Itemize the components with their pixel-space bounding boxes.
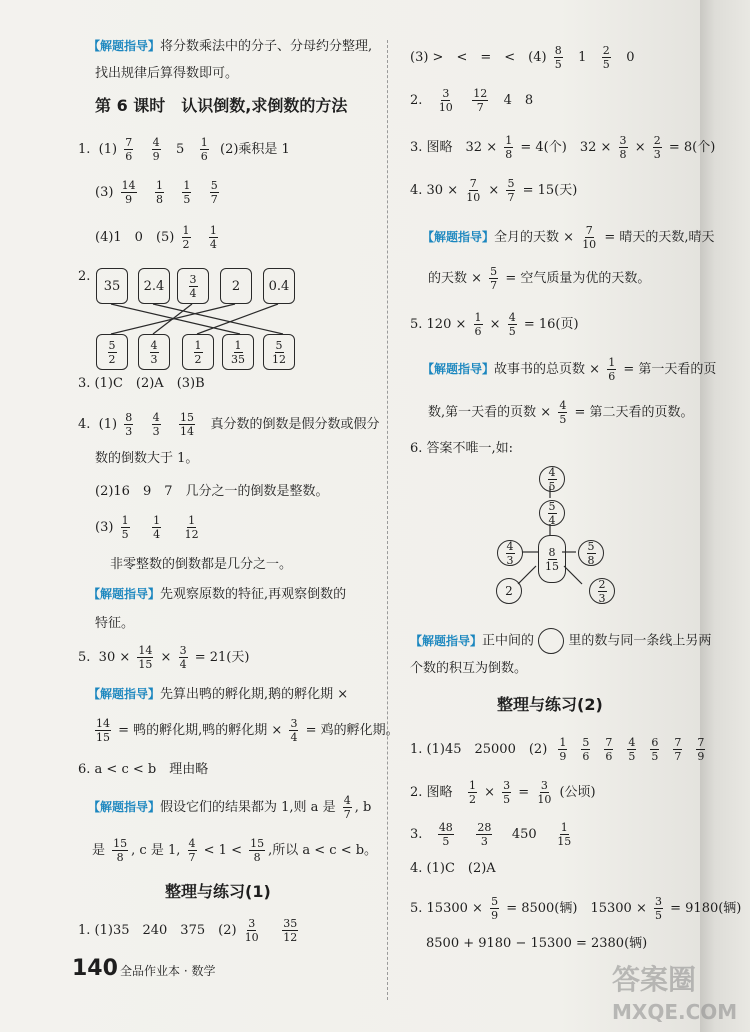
q-text: 4. 30 × — [410, 183, 459, 198]
hint-tag: 【解题指导】 — [88, 39, 161, 53]
q-text: 1. (1)35 240 375 (2) — [78, 923, 237, 938]
fraction: $\frac{4}{7}$ — [188, 837, 196, 864]
tree-line — [518, 566, 536, 584]
fraction: $\frac{1}{6}$ — [474, 311, 482, 338]
fraction: $\frac{5}{7}$ — [507, 177, 515, 204]
fraction: $\frac{1}{35}$ — [231, 338, 245, 366]
q5-line — [78, 645, 249, 670]
r3-line — [410, 135, 715, 160]
fraction: $\frac{14}{15}$ — [96, 717, 110, 744]
hint-tag: 【解题指导】 — [88, 800, 161, 814]
value: 450 — [511, 827, 537, 842]
q-part: (4)1 0 (5) — [95, 230, 175, 245]
expr: = 4(个) 32 × — [520, 140, 612, 155]
bottom-box — [222, 334, 254, 370]
fraction: $\frac{3}{10}$ — [244, 917, 259, 944]
fraction: $\frac{1}{15}$ — [557, 821, 572, 848]
fraction: $\frac{1}{5}$ — [121, 514, 129, 541]
tree-line — [564, 566, 582, 584]
hint-6-line-2 — [428, 400, 693, 425]
q-text: 3. 图略 32 × — [410, 140, 498, 155]
q-text: 1. (1)45 25000 (2) — [410, 742, 548, 757]
fraction: $\frac{1}{5}$ — [183, 179, 191, 206]
hint-text: = 晴天的天数,晴天 — [604, 230, 715, 245]
fraction: $\frac{15}{14}$ — [180, 411, 195, 438]
fraction: $\frac{5}{12}$ — [272, 338, 286, 366]
hint-3-line-1 — [88, 688, 348, 701]
fraction: $\frac{4}{9}$ — [152, 136, 160, 163]
q-part: (3) — [95, 520, 114, 535]
hint-5-line-2 — [428, 266, 650, 291]
hint-7-line-1 — [410, 628, 711, 654]
fraction: $\frac{4}{5}$ — [628, 736, 636, 763]
fraction: $\frac{3}{4}$ — [179, 644, 187, 671]
expr: × — [634, 140, 646, 155]
q4-line-1 — [78, 412, 379, 437]
fraction: $\frac{5}{7}$ — [210, 179, 218, 206]
hint-tag: 【解题指导】 — [410, 633, 483, 648]
expr: × — [160, 650, 172, 665]
q2-number: 2. — [78, 269, 91, 284]
column-divider — [387, 40, 388, 1000]
bottom-box — [96, 334, 128, 370]
fraction: $\frac{7}{7}$ — [674, 736, 682, 763]
page-number: 140 — [72, 956, 118, 981]
hint-tag: 【解题指导】 — [422, 362, 495, 376]
q4-line-3: (2)16 9 7 几分之一的倒数是整数。 — [95, 484, 329, 499]
fraction: $\frac{7}{9}$ — [697, 736, 705, 763]
expr: = 8(个) — [668, 140, 716, 155]
fraction: $\frac{3}{4}$ — [189, 272, 197, 300]
hint-text: 正中间的 — [482, 633, 535, 649]
hint-3-line-2 — [92, 718, 399, 743]
q-part: (3) — [95, 185, 114, 200]
hint-text: 将分数乘法中的分子、分母约分整理, — [160, 39, 373, 54]
fraction: $\frac{7}{6}$ — [125, 136, 133, 163]
q-number: 4. — [78, 417, 91, 432]
hint-1-line-2: 找出规律后算得数即可。 — [95, 66, 239, 81]
q-text: 2. 图略 — [410, 785, 453, 800]
s1-line — [410, 737, 712, 762]
circle-symbol — [538, 628, 564, 654]
fraction: $\frac{4}{5}$ — [508, 311, 516, 338]
watermark-url: MXQE.COM — [612, 1000, 738, 1024]
q3-line: 3. (1)C (2)A (3)B — [78, 376, 205, 391]
fraction: $\frac{4}{7}$ — [343, 794, 351, 821]
review-1-q1 — [78, 918, 301, 943]
fraction: $\frac{5}{2}$ — [108, 338, 116, 366]
hint-text: 先观察原数的特征,再观察倒数的 — [160, 587, 347, 602]
explanation: 真分数的倒数是假分数或假分 — [210, 417, 380, 432]
value: 1 — [578, 50, 587, 65]
hint-text: 全月的天数 × — [494, 230, 575, 245]
fraction: $\frac{3}{10}$ — [537, 779, 552, 806]
hint-text: 是 — [92, 843, 106, 858]
s2-line — [410, 780, 596, 805]
hint-text: = 空气质量为优的天数。 — [505, 271, 651, 286]
hint-text: 故事书的总页数 × — [494, 362, 601, 377]
expr: 30 × — [98, 650, 131, 665]
fraction: $\frac{3}{10}$ — [438, 87, 453, 114]
s5-line-2: 8500 + 9180 − 15300 = 2380(辆) — [426, 936, 648, 951]
fraction: $\frac{1}{4}$ — [209, 224, 217, 251]
expr: × — [488, 183, 500, 198]
q-number: 5. — [78, 650, 91, 665]
tree-center — [538, 535, 566, 583]
fraction: $\frac{8}{5}$ — [554, 44, 562, 71]
fraction: $\frac{15}{8}$ — [113, 837, 128, 864]
hint-text: < 1 < — [203, 843, 242, 858]
expr: = 15(天) — [522, 183, 578, 198]
value: 0 — [626, 50, 635, 65]
watermark-logo: 答案圈 — [612, 963, 697, 996]
q-number: 1. — [78, 142, 91, 157]
fraction: $\frac{1}{2}$ — [194, 338, 202, 366]
fraction: $\frac{1}{6}$ — [608, 356, 616, 383]
review-2-title: 整理与练习(2) — [497, 695, 603, 714]
fraction: $\frac{1}{4}$ — [153, 514, 161, 541]
hint-tag: 【解题指导】 — [88, 687, 161, 701]
s5-line — [410, 896, 741, 921]
q-number: 3. — [410, 827, 423, 842]
top-box: 2.4 — [138, 268, 170, 304]
fraction: $\frac{7}{10}$ — [582, 224, 597, 251]
hint-2-line-1 — [88, 588, 346, 601]
fraction: $\frac{15}{8}$ — [250, 837, 265, 864]
q-part: (1) — [98, 142, 118, 157]
hint-5-line-1 — [422, 225, 715, 250]
hint-2-line-2: 特征。 — [95, 616, 135, 631]
lesson-title: 第 6 课时 认识倒数,求倒数的方法 — [95, 96, 348, 115]
hint-tag: 【解题指导】 — [422, 230, 495, 244]
fraction: $\frac{14}{9}$ — [121, 179, 136, 206]
hint-text: = 鸭的孵化期,鸭的孵化期 × — [118, 723, 283, 738]
value: 4 8 — [503, 93, 534, 108]
expr: = 21(天) — [194, 650, 250, 665]
q-text: 5. 120 × — [410, 317, 467, 332]
hint-text: 假设它们的结果都为 1,则 a 是 — [160, 800, 336, 815]
fraction: $\frac{48}{5}$ — [438, 821, 453, 848]
hint-4-line-2 — [92, 838, 377, 863]
fraction: $\frac{6}{5}$ — [651, 736, 659, 763]
expr: × — [489, 317, 501, 332]
fraction: $\frac{2}{3}$ — [653, 134, 661, 161]
hint-text: 数,第一天看的页数 × — [428, 405, 552, 420]
fraction: $\frac{5}{8}$ — [587, 539, 595, 567]
fraction: $\frac{1}{2}$ — [468, 779, 476, 806]
q-number: 2. — [410, 93, 423, 108]
r1-line — [410, 45, 634, 70]
bottom-box — [263, 334, 295, 370]
q6-line: 6. a < c < b 理由略 — [78, 762, 209, 777]
fraction: $\frac{28}{3}$ — [477, 821, 492, 848]
bottom-box — [182, 334, 214, 370]
bottom-box — [138, 334, 170, 370]
hint-text: = 第一天看的页 — [623, 362, 717, 377]
fraction: $\frac{35}{12}$ — [283, 917, 298, 944]
fraction: $\frac{1}{2}$ — [182, 224, 190, 251]
review-1-title: 整理与练习(1) — [165, 882, 271, 901]
tree-node — [589, 578, 615, 604]
top-box: 35 — [96, 268, 128, 304]
hint-text: 里的数与同一条线上另两 — [568, 633, 712, 649]
fraction: $\frac{4}{3}$ — [152, 411, 160, 438]
q1-line-1 — [78, 137, 290, 162]
hint-text: ,所以 a < c < b。 — [268, 843, 378, 858]
fraction: $\frac{5}{6}$ — [582, 736, 590, 763]
fraction: $\frac{3}{5}$ — [503, 779, 511, 806]
r2-line — [410, 88, 533, 113]
s3-line — [410, 822, 575, 847]
r6-line: 6. 答案不唯一,如: — [410, 441, 514, 456]
hint-text: , b — [354, 800, 372, 815]
fraction: $\frac{7}{6}$ — [605, 736, 613, 763]
expr: × — [484, 785, 495, 800]
tree-node — [539, 500, 565, 526]
fraction: $\frac{1}{8}$ — [155, 179, 163, 206]
fraction: $\frac{1}{12}$ — [184, 514, 199, 541]
fraction: $\frac{7}{10}$ — [466, 177, 481, 204]
fraction: $\frac{8}{15}$ — [545, 545, 559, 573]
fraction: $\frac{4}{3}$ — [150, 338, 158, 366]
hint-text: = 鸡的孵化期。 — [305, 723, 399, 738]
top-box: 2 — [220, 268, 252, 304]
hint-text: 先算出鸭的孵化期,鹅的孵化期 × — [160, 687, 349, 702]
fraction: $\frac{4}{3}$ — [506, 539, 514, 567]
top-box: 0.4 — [263, 268, 295, 304]
hint-text: 的天数 × — [428, 271, 483, 286]
expr: = 8500(辆) 15300 × — [506, 901, 647, 916]
q-part: (1) — [98, 417, 118, 432]
hint-text: , c 是 1, — [131, 843, 181, 858]
q4-line-4 — [95, 515, 203, 540]
top-box — [177, 268, 209, 304]
fraction: $\frac{1}{8}$ — [505, 134, 513, 161]
q-part: (2)乘积是 1 — [220, 142, 290, 157]
r4-line — [410, 178, 577, 203]
fraction: $\frac{3}{5}$ — [654, 895, 662, 922]
tree-node — [578, 540, 604, 566]
fraction: $\frac{1}{6}$ — [200, 136, 208, 163]
fraction: $\frac{12}{7}$ — [473, 87, 488, 114]
q-text: (3) > < = < (4) — [410, 50, 547, 65]
fraction: $\frac{14}{15}$ — [138, 644, 153, 671]
hint-text: = 第二天看的页数。 — [574, 405, 694, 420]
fraction: $\frac{5}{7}$ — [490, 265, 498, 292]
hint-4-line-1 — [88, 795, 371, 820]
hint-6-line-1 — [422, 357, 716, 382]
fraction: $\frac{5}{4}$ — [548, 499, 556, 527]
tree-node: 2 — [496, 578, 522, 604]
fraction: $\frac{5}{9}$ — [491, 895, 499, 922]
expr: = 9180(辆) — [670, 901, 742, 916]
value: 5 — [176, 142, 185, 157]
expr: (公顷) — [559, 785, 596, 800]
hint-7-line-2: 个数的积互为倒数。 — [410, 661, 528, 676]
r5-line — [410, 312, 579, 337]
book-title: 全品作业本 · 数学 — [120, 964, 216, 978]
hint-1-line-1 — [88, 40, 372, 53]
fraction: $\frac{4}{5}$ — [559, 399, 567, 426]
fraction: $\frac{2}{5}$ — [602, 44, 610, 71]
fraction: $\frac{8}{3}$ — [125, 411, 133, 438]
expr: = — [518, 785, 530, 800]
fraction: $\frac{1}{9}$ — [559, 736, 567, 763]
q-text: 5. 15300 × — [410, 901, 483, 916]
expr: = 16(页) — [523, 317, 579, 332]
q4-line-5: 非零整数的倒数都是几分之一。 — [110, 557, 293, 572]
tree-node — [539, 466, 565, 492]
fraction: $\frac{4}{5}$ — [548, 465, 556, 493]
s4-line: 4. (1)C (2)A — [410, 861, 496, 876]
q1-line-2 — [95, 180, 222, 205]
fraction: $\frac{2}{3}$ — [598, 577, 606, 605]
hint-tag: 【解题指导】 — [88, 587, 161, 601]
q1-line-3 — [95, 225, 221, 250]
fraction: $\frac{3}{8}$ — [619, 134, 627, 161]
q4-line-2: 数的倒数大于 1。 — [95, 451, 199, 466]
fraction: $\frac{3}{4}$ — [290, 717, 298, 744]
tree-node — [497, 540, 523, 566]
s1-fractions — [551, 736, 712, 763]
